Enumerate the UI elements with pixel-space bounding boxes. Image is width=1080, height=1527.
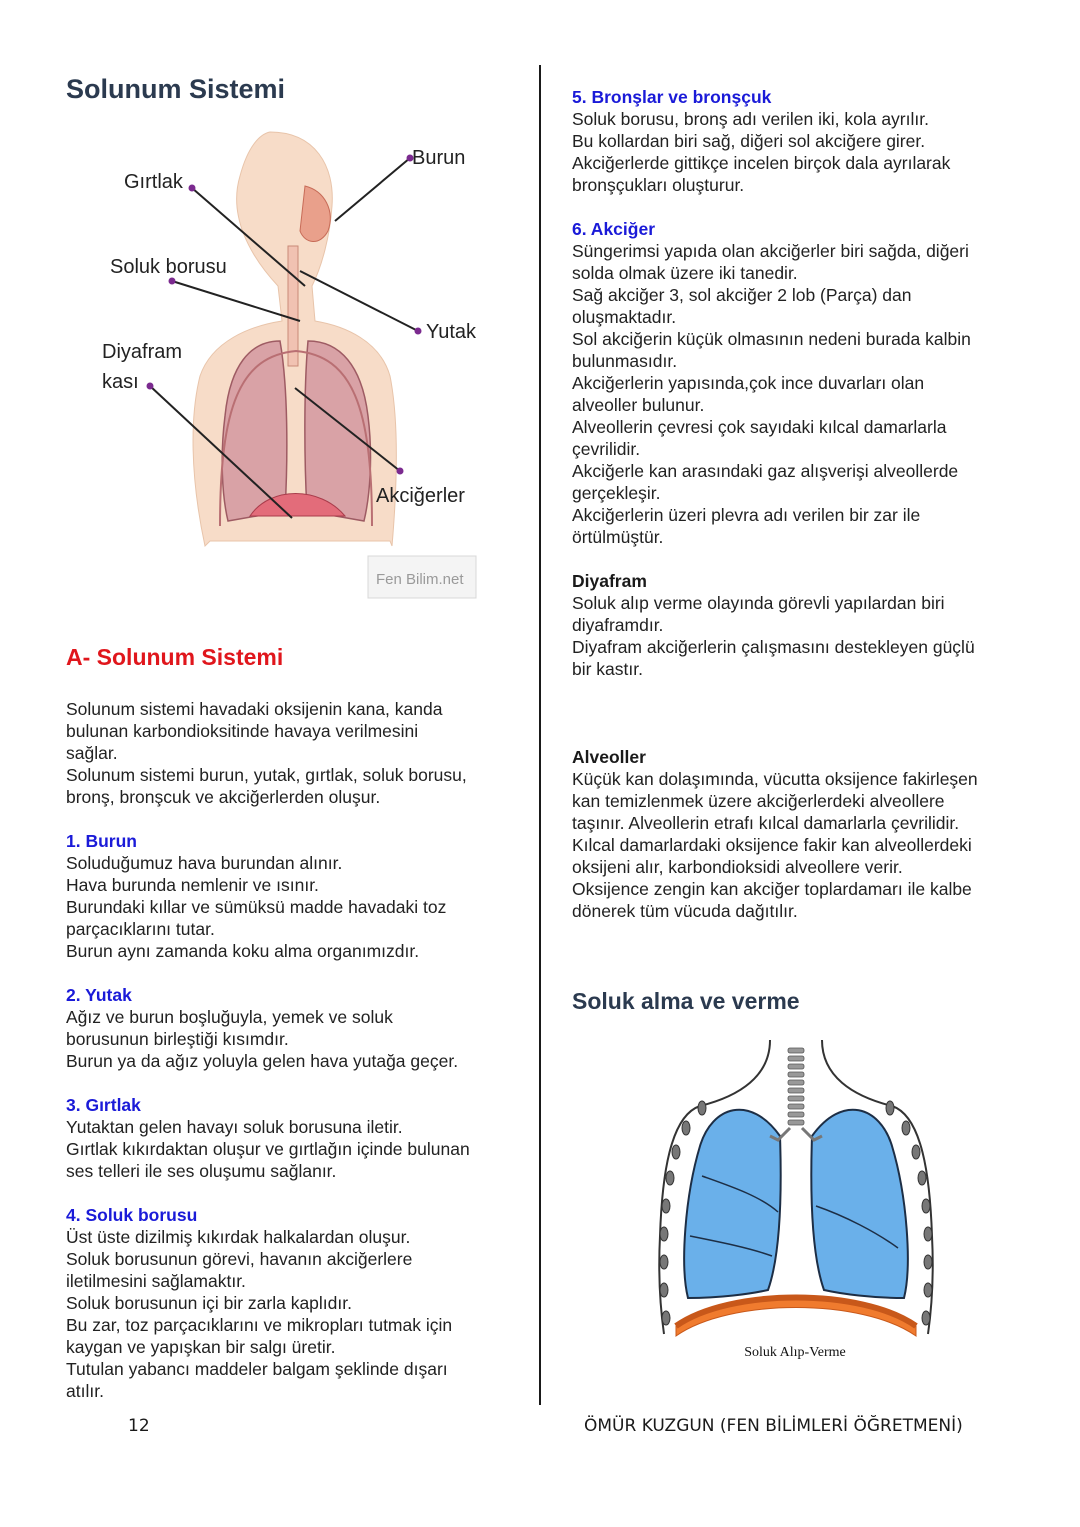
section-line: bronşçukları oluşturur. bbox=[572, 175, 745, 195]
section-burun bbox=[66, 830, 516, 962]
section-line: kaygan ve yapışkan bir salgı üretir. bbox=[66, 1337, 336, 1357]
column-divider bbox=[539, 65, 541, 1405]
section-line: oluşmaktadır. bbox=[572, 307, 677, 327]
section-line: iletilmesini sağlamaktır. bbox=[66, 1271, 246, 1291]
pointer-burun bbox=[335, 158, 410, 221]
section-diyafram bbox=[572, 570, 1022, 680]
section-line: Akciğerlerin yapısında,çok ince duvarları olan bbox=[572, 373, 925, 393]
section-line: Küçük kan dolaşımında, vücutta oksijence fakirleşen bbox=[572, 769, 978, 789]
label-diyafram: Diyafram bbox=[102, 341, 183, 363]
section-heading: 3. Gırtlak bbox=[66, 1095, 141, 1115]
section-akciger bbox=[572, 218, 1022, 548]
diaphragm-band bbox=[676, 1298, 916, 1337]
section-heading: 5. Bronşlar ve bronşçuk bbox=[572, 87, 772, 107]
section-bronslar bbox=[572, 86, 1022, 196]
section-line: Ağız ve burun boşluğuyla, yemek ve soluk bbox=[66, 1007, 393, 1027]
section-line: Alveollerin çevresi çok sayıdaki kılcal damarlarla bbox=[572, 417, 947, 437]
section-line: bulunmasıdır. bbox=[572, 351, 678, 371]
label-burun: Burun bbox=[412, 147, 466, 169]
section-heading: 4. Soluk borusu bbox=[66, 1205, 198, 1225]
page-number: 12 bbox=[128, 1416, 150, 1436]
section-line: Bu kollardan biri sağ, diğeri sol akciğere girer. bbox=[572, 131, 926, 151]
section-line: taşınır. Alveollerin etrafı kılcal damarlarla çevrilidir. bbox=[572, 813, 960, 833]
section-line: Soluk alıp verme olayında görevli yapılardan biri bbox=[572, 593, 945, 613]
section-line: Soluk borusu, bronş adı verilen iki, kola ayrılır. bbox=[572, 109, 929, 129]
section-heading: 6. Akciğer bbox=[572, 219, 656, 239]
section-line: dönerek tüm vücuda dağıtılır. bbox=[572, 901, 798, 921]
section-line: oksijeni alır, karbondioksidi alveollere verir. bbox=[572, 857, 903, 877]
section-line: Gırtlak kıkırdaktan oluşur ve gırtlağın içinde bulunan bbox=[66, 1139, 470, 1159]
label-akcigerler: Akciğerler bbox=[376, 485, 465, 507]
section-line: Soluk borusunun içi bir zarla kaplıdır. bbox=[66, 1293, 352, 1313]
section-girtlak bbox=[66, 1094, 516, 1182]
section-line: atılır. bbox=[66, 1381, 104, 1401]
section-alveoller bbox=[572, 746, 1022, 922]
label-yutak: Yutak bbox=[426, 321, 477, 343]
section-line: Soluduğumuz hava burundan alınır. bbox=[66, 853, 343, 873]
section-line: Kılcal damarlardaki oksijence fakir kan alveollerdeki bbox=[572, 835, 972, 855]
section-line: Yutaktan gelen havayı soluk borusuna iletir. bbox=[66, 1117, 403, 1137]
breathing-figure bbox=[640, 1036, 950, 1366]
section-line: Sol akciğerin küçük olmasının nedeni burada kalbin bbox=[572, 329, 971, 349]
section-line: örtülmüştür. bbox=[572, 527, 664, 547]
section-line: solda olmak üzere iki tanedir. bbox=[572, 263, 798, 283]
section-line: Burun ya da ağız yoluyla gelen hava yutağa geçer. bbox=[66, 1051, 459, 1071]
section-line: gerçekleşir. bbox=[572, 483, 661, 503]
section-line: Akciğerle kan arasındaki gaz alışverişi alveollerde bbox=[572, 461, 959, 481]
section-line: Soluk borusunun görevi, havanın akciğerlere bbox=[66, 1249, 413, 1269]
intro-line: Solunum sistemi havadaki oksijenin kana, kanda bbox=[66, 699, 443, 719]
intro-paragraph bbox=[66, 698, 516, 808]
section-line: parçacıklarını tutar. bbox=[66, 919, 215, 939]
section-line: Sağ akciğer 3, sol akciğer 2 lob (Parça) dan bbox=[572, 285, 912, 305]
section-line: Tutulan yabancı maddeler balgam şeklinde dışarı bbox=[66, 1359, 448, 1379]
label-girtlak: Gırtlak bbox=[124, 171, 183, 193]
section-line: Akciğerlerde gittikçe incelen birçok dala ayrılarak bbox=[572, 153, 951, 173]
figure-caption: Soluk Alıp-Verme bbox=[744, 1345, 846, 1360]
section-soluk-borusu bbox=[66, 1204, 516, 1402]
right-column bbox=[572, 86, 1022, 944]
author-credit: ÖMÜR KUZGUN (FEN BİLİMLERİ ÖĞRETMENİ) bbox=[584, 1416, 963, 1436]
section-heading: Diyafram bbox=[572, 571, 647, 591]
respiratory-system-figure bbox=[100, 126, 490, 606]
right-subtitle-wrap bbox=[572, 982, 1022, 1020]
intro-line: bulunan karbondioksitinde havaya verilmesini bbox=[66, 721, 419, 741]
section-line: Üst üste dizilmiş kıkırdak halkalardan oluşur. bbox=[66, 1227, 411, 1247]
section-line: Burundaki kıllar ve sümüksü madde havadaki toz bbox=[66, 897, 447, 917]
section-heading: Alveoller bbox=[572, 747, 646, 767]
section-line: Bu zar, toz parçacıklarını ve mikropları tutmak için bbox=[66, 1315, 453, 1335]
section-line: diyaframdır. bbox=[572, 615, 664, 635]
section-line: Süngerimsi yapıda olan akciğerler biri sağda, diğeri bbox=[572, 241, 969, 261]
section-heading: 1. Burun bbox=[66, 831, 137, 851]
section-line: Diyafram akciğerlerin çalışmasını destekleyen güçlü bbox=[572, 637, 975, 657]
section-line: bir kastır. bbox=[572, 659, 643, 679]
trachea bbox=[288, 246, 298, 366]
page-title: Solunum Sistemi bbox=[66, 74, 286, 104]
section-line: Hava burunda nemlenir ve ısınır. bbox=[66, 875, 319, 895]
section-line: çevrilidir. bbox=[572, 439, 641, 459]
label-soluk-borusu: Soluk borusu bbox=[110, 256, 227, 278]
section-line: ses telleri ile ses oluşumu sağlanır. bbox=[66, 1161, 337, 1181]
section-yutak bbox=[66, 984, 516, 1072]
section-line: Akciğerlerin üzeri plevra adı verilen bir zar ile bbox=[572, 505, 921, 525]
section-line: borusunun birleştiği kısımdır. bbox=[66, 1029, 289, 1049]
intro-line: Solunum sistemi burun, yutak, gırtlak, soluk borusu, bbox=[66, 765, 467, 785]
section-line: Oksijence zengin kan akciğer toplardamarı ile kalbe bbox=[572, 879, 972, 899]
section-line: kan temizlenmek üzere akciğerlerdeki alveollere bbox=[572, 791, 945, 811]
subtitle-soluk-alma: Soluk alma ve verme bbox=[572, 988, 800, 1014]
label-kasi: kası bbox=[102, 371, 139, 393]
left-column bbox=[66, 70, 516, 108]
section-heading: 2. Yutak bbox=[66, 985, 132, 1005]
intro-line: sağlar. bbox=[66, 743, 118, 763]
section-title-solunum: A- Solunum Sistemi bbox=[66, 644, 284, 670]
intro-line: bronş, bronşcuk ve akciğerlerden oluşur. bbox=[66, 787, 381, 807]
section-line: alveoller bulunur. bbox=[572, 395, 705, 415]
right-lung-shape bbox=[811, 1110, 907, 1298]
section-line: Burun aynı zamanda koku alma organımızdır. bbox=[66, 941, 420, 961]
watermark-logo: Fen Bilim.net bbox=[376, 571, 464, 588]
left-text-body bbox=[66, 644, 516, 1424]
